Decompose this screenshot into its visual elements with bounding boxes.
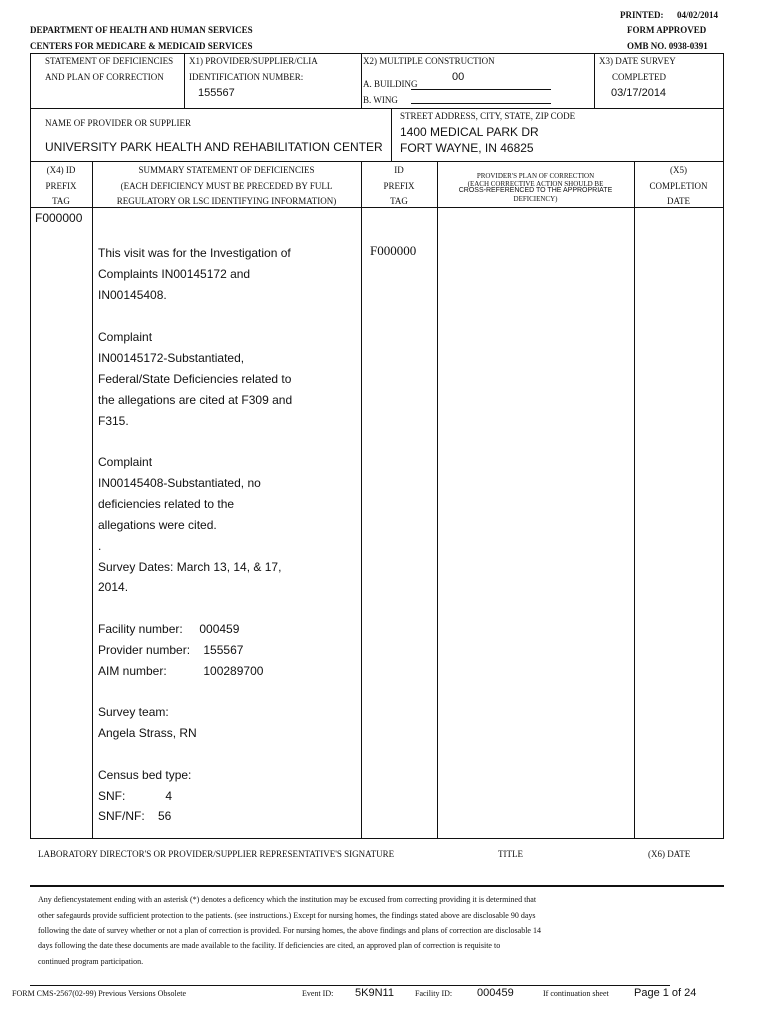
body-line: Complaint	[98, 330, 153, 344]
body-line: SNF: 4	[98, 789, 173, 803]
x1-divider	[184, 53, 185, 109]
x5-label-2: COMPLETION	[649, 181, 708, 191]
summary-label-2: (EACH DEFICIENCY MUST BE PRECEDED BY FULL	[120, 181, 333, 191]
printed-label: PRINTED:	[620, 10, 664, 20]
x3-label-1: X3) DATE SURVEY	[599, 56, 676, 66]
facility-id: 000459	[477, 987, 514, 999]
right-tag: F000000	[370, 243, 417, 258]
body-line: Survey team:	[98, 705, 169, 719]
body-line: Facility number: 000459	[98, 622, 240, 636]
col-id-divider	[437, 161, 438, 839]
plan-label-2: (EACH CORRECTIVE ACTION SHOULD BE	[467, 180, 604, 188]
body-line: SNF/NF: 56	[98, 809, 172, 823]
signature-label: LABORATORY DIRECTOR'S OR PROVIDER/SUPPLIER REPRESENTATIVE'S SIGNATURE	[38, 849, 395, 859]
x2-divider	[361, 53, 362, 109]
header-top-border	[30, 53, 724, 54]
footnote-line: following the date of survey whether or not a plan of correction is provided. For nursing homes, the above findings and plans of correction are disclosable 14	[38, 926, 541, 935]
id-label-1: ID	[394, 165, 404, 175]
omb-number: OMB NO. 0938-0391	[627, 41, 708, 51]
id-label-2: PREFIX	[383, 181, 415, 191]
id-label-3: TAG	[390, 196, 408, 206]
plan-label-4: DEFICIENCY)	[513, 195, 558, 203]
statement-label-1: STATEMENT OF DEFICIENCIES	[45, 56, 174, 66]
footnote-line: other safegaurds provide sufficient protection to the patients. (see instructions.) Except for nursing homes, the findings stated above are disclosable 90 days	[38, 911, 536, 920]
x4-label-1: (X4) ID	[46, 165, 76, 175]
statement-label-2: AND PLAN OF CORRECTION	[45, 72, 164, 82]
body-line: allegations were cited.	[98, 518, 217, 532]
event-id-label: Event ID:	[302, 989, 334, 998]
body-line: 2014.	[98, 580, 129, 594]
event-id: 5K9N11	[355, 987, 394, 999]
summary-label-1: SUMMARY STATEMENT OF DEFICIENCIES	[138, 165, 315, 175]
building-underline	[411, 89, 551, 90]
summary-label-3: REGULATORY OR LSC IDENTIFYING INFORMATION)	[116, 196, 337, 206]
body-line: IN00145172-Substantiated,	[98, 351, 245, 365]
footnote-line: days following the date these documents are made available to the facility. If deficiencies are cited, an approved plan of correction is requisite to	[38, 941, 501, 950]
signature-bottom-border	[30, 885, 724, 887]
wing-underline	[411, 103, 551, 104]
body-line: IN00145408-Substantiated, no	[98, 476, 261, 490]
centers-title: CENTERS FOR MEDICARE & MEDICAID SERVICES	[30, 41, 253, 51]
body-line: Complaints IN00145172 and	[98, 267, 251, 281]
continuation-label: If continuation sheet	[543, 989, 609, 998]
x2-value: 00	[452, 71, 465, 83]
wing-label: B. WING	[363, 95, 398, 105]
body-line: Provider number: 155567	[98, 643, 244, 657]
body-line: deficiencies related to the	[98, 497, 235, 511]
body-line: This visit was for the Investigation of	[98, 246, 291, 260]
x3-label-2: COMPLETED	[612, 72, 666, 82]
body-line: the allegations are cited at F309 and	[98, 393, 293, 407]
x6-date-label: (X6) DATE	[648, 849, 691, 859]
body-line: F315.	[98, 414, 129, 428]
table-bottom-border	[30, 838, 724, 839]
col-summary-divider	[361, 161, 362, 839]
address-line2: FORT WAYNE, IN 46825	[400, 141, 534, 155]
x2-label: X2) MULTIPLE CONSTRUCTION	[363, 56, 495, 66]
footnote-line: continued program participation.	[38, 957, 144, 966]
address-line1: 1400 MEDICAL PARK DR	[400, 125, 539, 139]
body-line: Federal/State Deficiencies related to	[98, 372, 292, 386]
left-tag: F000000	[35, 211, 83, 225]
provider-name-label: NAME OF PROVIDER OR SUPPLIER	[45, 118, 192, 128]
form-number: FORM CMS-2567(02-99) Previous Versions Obsolete	[12, 989, 187, 998]
x4-label-2: PREFIX	[45, 181, 77, 191]
provider-number: 155567	[198, 87, 235, 99]
title-label: TITLE	[498, 849, 523, 859]
body-line: Census bed type:	[98, 768, 192, 782]
x3-date: 03/17/2014	[611, 87, 667, 99]
plan-label-1: PROVIDER'S PLAN OF CORRECTION	[476, 172, 595, 180]
x4-label-3: TAG	[52, 196, 70, 206]
plan-label-3: CROSS-REFERENCED TO THE APPROPRIATE	[458, 187, 613, 194]
department-title: DEPARTMENT OF HEALTH AND HUMAN SERVICES	[30, 25, 253, 35]
col-plan-divider	[634, 161, 635, 839]
col-prefix-divider	[92, 161, 93, 839]
facility-id-label: Facility ID:	[415, 989, 453, 998]
provider-name: UNIVERSITY PARK HEALTH AND REHABILITATION CENTER	[45, 140, 383, 154]
body-line: Complaint	[98, 455, 153, 469]
x5-label-1: (X5)	[670, 165, 687, 175]
header-row1-border	[30, 108, 723, 109]
x3-divider	[594, 53, 595, 109]
address-label: STREET ADDRESS, CITY, STATE, ZIP CODE	[400, 111, 576, 121]
form-approved: FORM APPROVED	[627, 25, 707, 35]
body-line: Angela Strass, RN	[98, 726, 197, 740]
x1-label-2: IDENTIFICATION NUMBER:	[189, 72, 304, 82]
body-line: IN00145408.	[98, 288, 167, 302]
columns-bottom-border	[30, 207, 724, 208]
x5-label-3: DATE	[667, 196, 690, 206]
body-line: Survey Dates: March 13, 14, & 17,	[98, 560, 282, 574]
right-border	[723, 53, 724, 839]
body-line: AIM number: 100289700	[98, 664, 264, 678]
header-row2-border	[30, 161, 724, 162]
page-number: Page 1 of 24	[634, 987, 697, 999]
printed-date: 04/02/2014	[677, 10, 719, 20]
footnote-line: Any defiencystatement ending with an asterisk (*) denotes a deficency which the institution may be excused from correcting providing it is determined that	[38, 895, 537, 904]
x1-label-1: X1) PROVIDER/SUPPLIER/CLIA	[189, 56, 318, 66]
footer-top-rule	[30, 985, 670, 986]
body-line: .	[98, 539, 102, 553]
address-divider	[391, 108, 392, 162]
building-label: A. BUILDING	[363, 79, 418, 89]
